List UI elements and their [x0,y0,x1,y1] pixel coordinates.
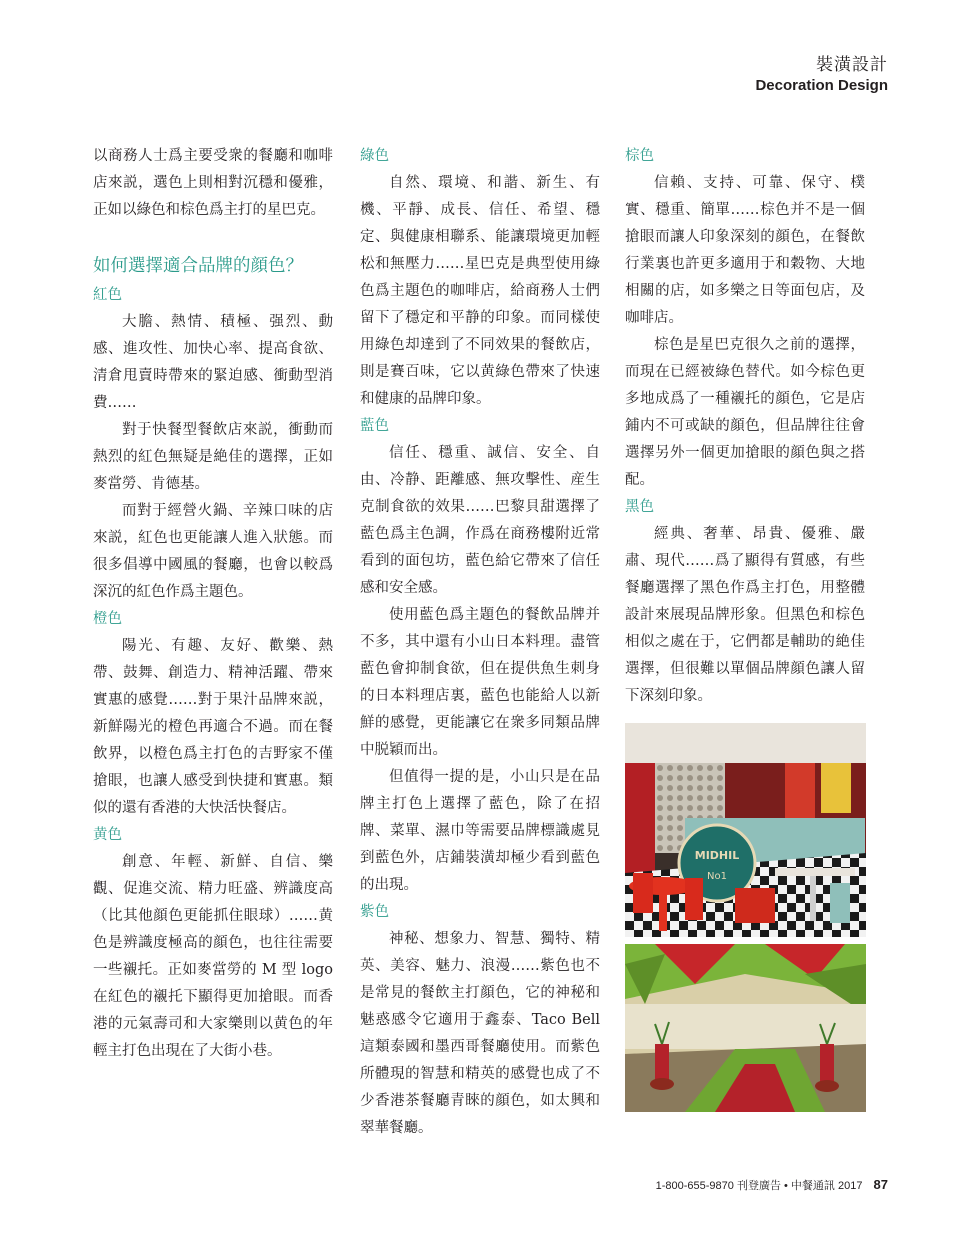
orange-label: 橙色 [93,611,122,627]
restaurant-interior-photo [625,723,866,937]
orange-paragraph: 陽光、有趣、友好、歡樂、熱帶、鼓舞、創造力、精神活躍、帶來實惠的感覺……對于果汁品牌來説，新鮮陽光的橙色再適合不過。而在餐飲界，以橙色爲主打色的吉野家不僅搶眼，也讓人感受到快捷和實惠。類似的還有香港的大快活快餐店。 [93,638,333,816]
column-1 [93,143,333,1065]
blue-paragraph-2: 使用藍色爲主題色的餐飲品牌并不多，其中還有小山日本料理。盡管藍色會抑制食欲，但在提供魚生刺身的日本料理店裏，藍色也能給人以新鮮的感覺，更能讓它在衆多同類品牌中脱穎而出。 [360,607,600,758]
footer-phone: 1-800-655-9870 [655,1180,734,1192]
red-paragraph-1: 大膽、熱情、積極、强烈、動感、進攻性、加快心率、提高食欲、清倉甩賣時帶來的緊迫感、衝動型消費…… [93,314,333,411]
page-header [755,50,888,94]
column-2 [360,143,600,1142]
footer-publication: 刊登廣告 • 中餐通訊 2017 [736,1180,863,1192]
sign-text: MIDHIL [694,849,740,862]
article-heading: 如何選擇適合品牌的顔色？ [93,256,303,276]
section-title-en: Decoration Design [755,77,888,94]
brown-paragraph-2: 棕色是星巴克很久之前的選擇，而現在已經被綠色替代。如今棕色更多地成爲了一種襯托的顔色，它是店鋪内不可或缺的顔色，但品牌往往會選擇另外一個更加搶眼的顔色與之搭配。 [625,337,865,488]
restaurant-render-photo [625,944,866,1112]
purple-paragraph: 神秘、想象力、智慧、獨特、精英、美容、魅力、浪漫……紫色也不是常見的餐飲主打顔色，它的神秘和魅惑感令它適用于鑫泰、Taco Bell 這類泰國和墨西哥餐廳使用。而紫色所體現的智慧和精英的感覺也成了不少香港茶餐廳青睞的顔色，如太興和翠華餐廳。 [360,931,600,1136]
brown-label: 棕色 [625,148,654,164]
red-paragraph-3: 而對于經營火鍋、辛辣口味的店來説，紅色也更能讓人進入狀態。而很多倡導中國風的餐廳，也會以較爲深沉的紅色作爲主題色。 [93,503,333,600]
blue-label: 藍色 [360,418,389,434]
restaurant-render-illustration [625,944,866,1112]
red-label: 紅色 [93,287,122,303]
brown-paragraph-1: 信賴、支持、可靠、保守、樸實、穩重、簡單……棕色并不是一個搶眼而讓人印象深刻的顔色，在餐飲行業裏也許更多適用于和穀物、大地相關的店，如多樂之日等面包店，及咖啡店。 [625,175,865,326]
green-label: 綠色 [360,148,389,164]
purple-label: 紫色 [360,904,389,920]
intro-paragraph: 以商務人士爲主要受衆的餐廳和咖啡店來説，選色上則相對沉穩和優雅，正如以綠色和棕色爲主打的星巴克。 [93,148,333,218]
yellow-label: 黄色 [93,827,122,843]
restaurant-interior-illustration [625,723,866,937]
page-number: 87 [873,1177,888,1192]
sign-number: No1 [707,871,727,882]
black-paragraph: 經典、奢華、昂貴、優雅、嚴肅、現代……爲了顯得有質感，有些餐廳選擇了黑色作爲主打色，用整體設計來展現品牌形象。但黑色和棕色相似之處在于，它們都是輔助的絶佳選擇，但很難以單個品牌顔色讓人留下深刻印象。 [625,526,865,704]
blue-paragraph-3: 但值得一提的是，小山只是在品牌主打色上選擇了藍色，除了在招牌、菜單、濕巾等需要品牌標識處見到藍色外，店鋪裝潢却極少看到藍色的出現。 [360,769,600,893]
black-label: 黑色 [625,499,654,515]
yellow-paragraph: 創意、年輕、新鮮、自信、樂觀、促進交流、精力旺盛、辨識度高（比其他顔色更能抓住眼球）……黄色是辨識度極高的顔色，也往往需要一些襯托。正如麥當勞的 M 型 logo 在紅色的襯托下顯得更加搶眼。而香港的元氣壽司和大家樂則以黄色的年輕主打色出現在了大街小巷。 [93,854,333,1059]
page-footer [656,1177,888,1193]
blue-paragraph-1: 信任、穩重、誠信、安全、自由、冷静、距離感、無攻擊性、産生克制食欲的效果……巴黎貝甜選擇了藍色爲主色調，作爲在商務樓附近常看到的面包坊，藍色給它帶來了信任感和安全感。 [360,445,600,596]
green-paragraph: 自然、環境、和諧、新生、有機、平靜、成長、信任、希望、穩定、與健康相聯系、能讓環境更加輕松和無壓力……星巴克是典型使用綠色爲主題色的咖啡店，給商務人士們留下了穩定和平静的印象。而同樣使用綠色却達到了不同效果的餐飲店，則是賽百味，它以黄綠色帶來了快速和健康的品牌印象。 [360,175,600,407]
column-3 [625,143,865,710]
section-title-zh: 裝潢設計 [816,55,888,75]
red-paragraph-2: 對于快餐型餐飲店來説，衝動而熱烈的紅色無疑是絶佳的選擇，正如麥當勞、肯德基。 [93,422,333,492]
